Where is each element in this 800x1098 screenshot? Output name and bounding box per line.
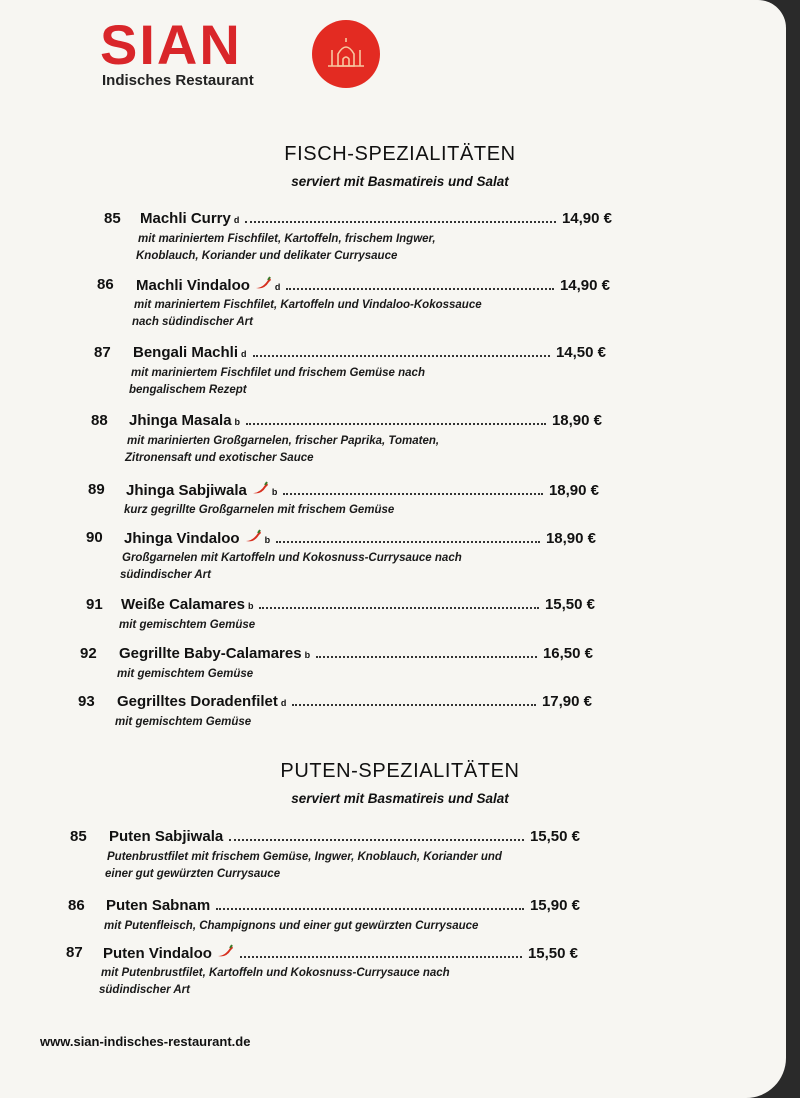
item-number: 85 <box>70 828 87 845</box>
item-description: kurz gegrillte Großgarnelen mit frischem Gemüse <box>124 504 395 516</box>
item-description: mit Putenbrustfilet, Kartoffeln und Kokosnuss-Currysauce nach <box>101 967 450 979</box>
dot-leader <box>283 483 543 495</box>
item-number: 90 <box>86 529 103 546</box>
allergen-marker: b <box>264 535 271 545</box>
item-number: 85 <box>104 210 121 227</box>
allergen-marker: d <box>233 215 240 225</box>
item-description: nach südindischer Art <box>132 316 253 328</box>
item-description: südindischer Art <box>120 569 211 581</box>
item-name: Jhinga Sabjiwala <box>126 482 247 499</box>
brand-subtitle: Indisches Restaurant <box>102 72 254 89</box>
section-subtitle-puten: serviert mit Basmatireis und Salat <box>291 791 509 806</box>
dot-leader <box>216 898 524 910</box>
item-price: 18,90 € <box>545 530 596 547</box>
item-description: mit Putenfleisch, Champignons und einer gut gewürzten Currysauce <box>104 920 479 932</box>
dot-leader <box>276 531 540 543</box>
item-price: 15,50 € <box>527 945 578 962</box>
dot-leader <box>259 597 538 609</box>
allergen-marker: d <box>274 282 281 292</box>
item-description: Knoblauch, Koriander und delikater Currysauce <box>136 250 398 262</box>
dot-leader <box>316 646 537 658</box>
item-description: mit mariniertem Fischfilet, Kartoffeln und Vindaloo-Kokossauce <box>134 299 482 311</box>
item-name: Jhinga Masala <box>129 412 232 429</box>
item-price: 14,50 € <box>555 344 606 361</box>
chili-icon <box>251 481 269 500</box>
allergen-marker: d <box>280 698 287 708</box>
item-price: 18,90 € <box>551 412 602 429</box>
item-name: Machli Curry <box>140 210 231 227</box>
item-name: Gegrilltes Doradenfilet <box>117 693 278 710</box>
item-number: 86 <box>68 897 85 914</box>
item-name: Weiße Calamares <box>121 596 245 613</box>
item-number: 86 <box>97 276 114 293</box>
item-number: 92 <box>80 645 97 662</box>
item-description: mit mariniertem Fischfilet, Kartoffeln, frischem Ingwer, <box>138 233 436 245</box>
item-name: Jhinga Vindaloo <box>124 530 240 547</box>
item-name: Puten Sabnam <box>106 897 211 914</box>
item-price: 14,90 € <box>559 277 610 294</box>
item-description: mit gemischtem Gemüse <box>115 716 252 728</box>
allergen-marker: d <box>241 349 247 359</box>
item-description: einer gut gewürzten Currysauce <box>105 868 281 880</box>
item-number: 91 <box>86 596 103 613</box>
item-price: 15,90 € <box>529 897 580 914</box>
chili-icon <box>216 944 234 963</box>
item-number: 87 <box>66 944 83 961</box>
allergen-marker: b <box>234 417 241 427</box>
item-name: Puten Vindaloo <box>103 945 212 962</box>
brand-name: SIAN <box>100 13 242 76</box>
section-title-puten: PUTEN-SPEZIALITÄTEN <box>280 760 520 782</box>
item-number: 87 <box>94 344 111 361</box>
section-title-fisch: FISCH-SPEZIALITÄTEN <box>284 143 516 165</box>
item-price: 14,90 € <box>561 210 612 227</box>
dot-leader <box>240 946 522 958</box>
item-name: Machli Vindaloo <box>136 277 250 294</box>
item-description: mit gemischtem Gemüse <box>119 619 256 631</box>
allergen-marker: b <box>247 601 254 611</box>
item-price: 15,50 € <box>544 596 595 613</box>
item-price: 15,50 € <box>529 828 580 845</box>
website-url[interactable]: www.sian-indisches-restaurant.de <box>40 1034 251 1049</box>
item-price: 17,90 € <box>541 693 592 710</box>
item-number: 93 <box>78 693 95 710</box>
allergen-marker: b <box>271 487 278 497</box>
item-price: 16,50 € <box>542 645 593 662</box>
item-name: Gegrillte Baby-Calamares <box>119 645 302 662</box>
item-description: bengalischem Rezept <box>129 384 247 396</box>
item-description: Zitronensaft und exotischer Sauce <box>125 452 314 464</box>
dot-leader <box>253 345 550 357</box>
item-number: 89 <box>88 481 105 498</box>
chili-icon <box>254 276 272 295</box>
section-subtitle-fisch: serviert mit Basmatireis und Salat <box>291 174 509 189</box>
dot-leader <box>292 694 536 706</box>
logo <box>100 13 254 89</box>
item-description: südindischer Art <box>99 984 190 996</box>
item-description: mit marinierten Großgarnelen, frischer Paprika, Tomaten, <box>127 435 440 447</box>
taj-mahal-icon <box>312 20 380 88</box>
item-number: 88 <box>91 412 108 429</box>
item-name: Puten Sabjiwala <box>109 828 224 845</box>
chili-icon <box>244 529 262 548</box>
item-description: Putenbrustfilet mit frischem Gemüse, Ingwer, Knoblauch, Koriander und <box>107 851 502 863</box>
item-description: mit gemischtem Gemüse <box>117 668 254 680</box>
dot-leader <box>246 413 546 425</box>
dot-leader <box>286 278 554 290</box>
dot-leader <box>245 211 556 223</box>
allergen-marker: b <box>304 650 311 660</box>
item-description: mit mariniertem Fischfilet und frischem Gemüse nach <box>131 367 425 379</box>
dot-leader <box>229 829 524 841</box>
item-price: 18,90 € <box>548 482 599 499</box>
item-description: Großgarnelen mit Kartoffeln und Kokosnuss-Currysauce nach <box>122 552 462 564</box>
item-name: Bengali Machli <box>133 344 239 361</box>
